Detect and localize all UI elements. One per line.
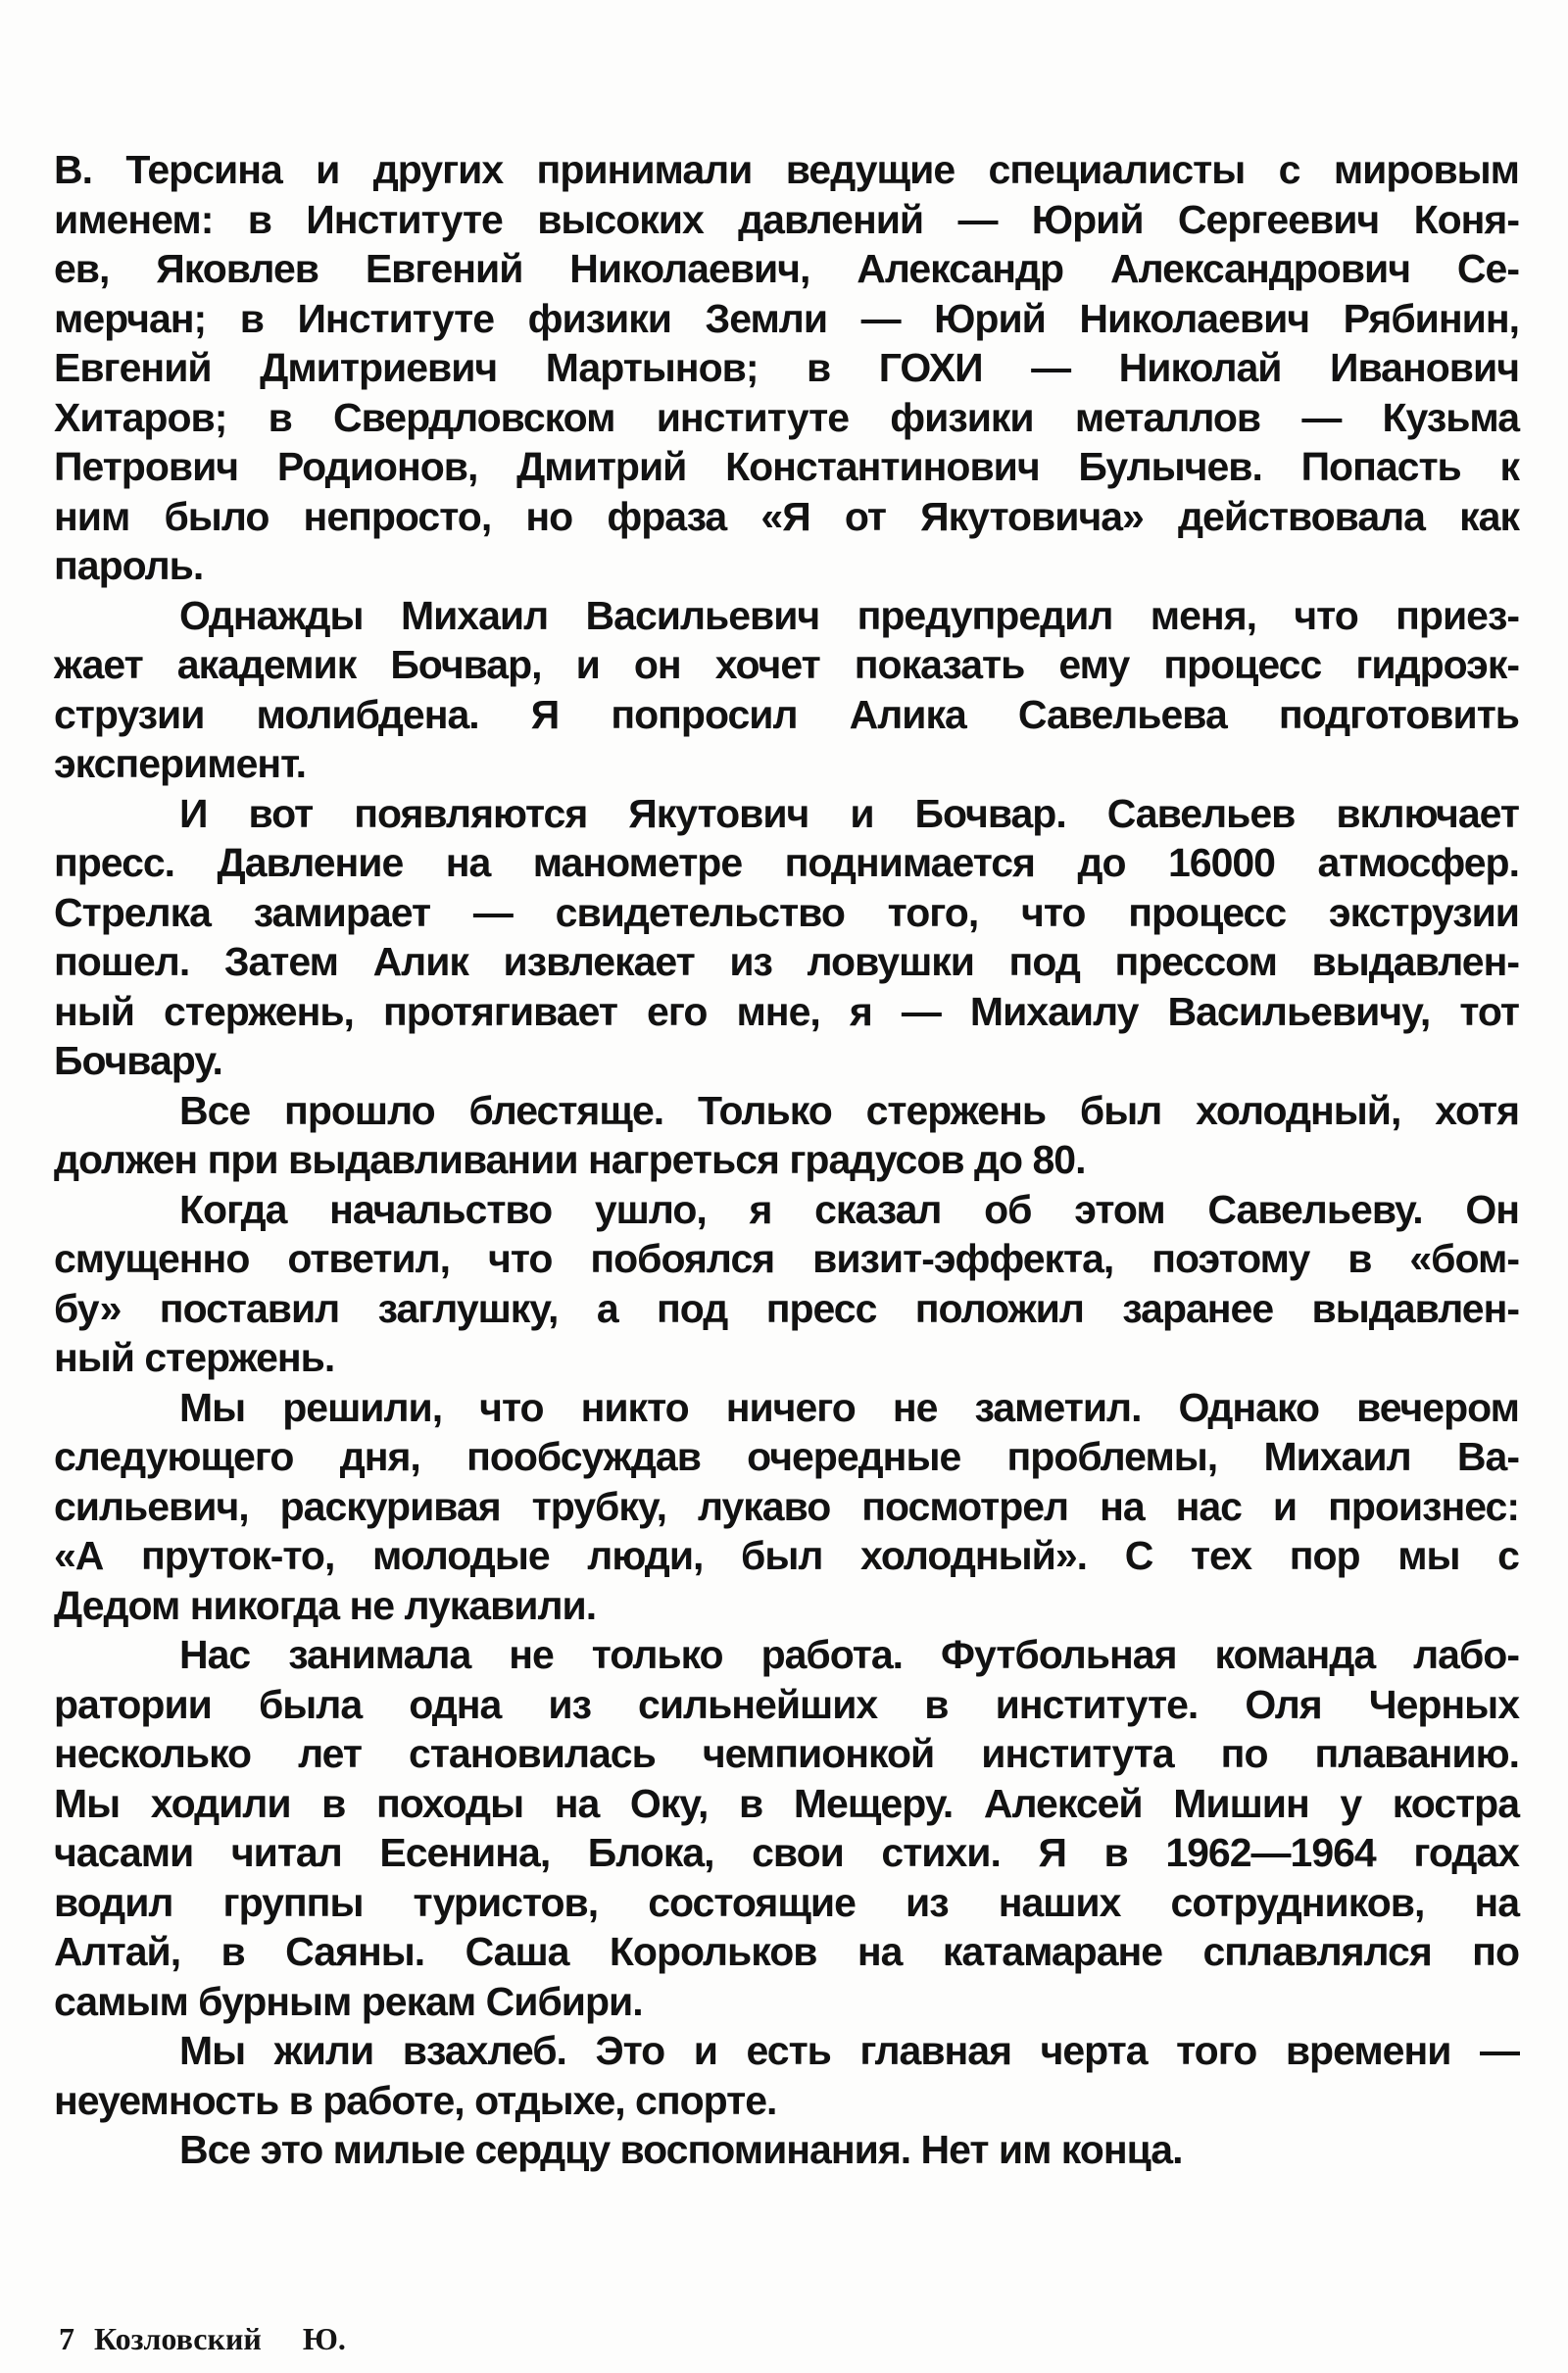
- text-line: эксперимент.: [54, 741, 307, 786]
- signature-author-initial: Ю.: [302, 2321, 346, 2356]
- text-line: сильевич, раскуривая трубку, лукаво посмотрел на нас и произнес:: [54, 1483, 1519, 1529]
- text-line: В. Терсина и других принимали ведущие специалисты с мировым: [54, 147, 1519, 192]
- signature-author-name: Козловский: [94, 2321, 262, 2356]
- paragraph: [54, 1383, 1519, 1631]
- text-line: ный стержень.: [54, 1335, 335, 1380]
- paragraph: [54, 1086, 1519, 1185]
- text-line: Алтай, в Саяны. Саша Корольков на катамаране сплавлялся по: [54, 1929, 1519, 1974]
- text-line: Мы ходили в походы на Оку, в Мещеру. Алексей Мишин у костра: [54, 1780, 1519, 1826]
- text-line: Все это милые сердцу воспоминания. Нет им конца.: [179, 2127, 1183, 2172]
- text-line: смущенно ответил, что побоялся визит-эффекта, поэтому в «бом-: [54, 1236, 1519, 1281]
- text-line: пресс. Давление на манометре поднимается до 16000 атмосфер.: [54, 840, 1519, 885]
- paragraph: [54, 1630, 1519, 2026]
- page-text: [54, 145, 1519, 2175]
- paragraph: [54, 2026, 1519, 2125]
- text-line: должен при выдавливании нагреться градусов до 80.: [54, 1137, 1086, 1182]
- text-line: ратории была одна из сильнейших в институте. Оля Черных: [54, 1681, 1519, 1727]
- text-line: пошел. Затем Алик извлекает из ловушки под прессом выдавлен-: [54, 939, 1519, 984]
- text-line: Однажды Михаил Васильевич предупредил меня, что приез-: [179, 592, 1519, 638]
- text-line: бу» поставил заглушку, а под пресс положил заранее выдавлен-: [54, 1285, 1519, 1331]
- text-line: Когда начальство ушло, я сказал об этом Савельеву. Он: [179, 1186, 1519, 1232]
- text-line: И вот появляются Якутович и Бочвар. Савельев включает: [179, 790, 1519, 836]
- text-line: именем: в Институте высоких давлений — Юрий Сергеевич Коня-: [54, 196, 1519, 242]
- paragraph: [54, 2125, 1519, 2175]
- paragraph: [54, 591, 1519, 789]
- text-line: самым бурным рекам Сибири.: [54, 1978, 643, 2024]
- paragraph: [54, 145, 1519, 591]
- text-line: ев, Яковлев Евгений Николаевич, Александр Александрович Се-: [54, 246, 1519, 291]
- text-line: несколько лет становилась чемпионкой института по плаванию.: [54, 1731, 1519, 1776]
- text-line: Мы жили взахлеб. Это и есть главная черта того времени —: [179, 2028, 1519, 2073]
- text-line: часами читал Есенина, Блока, свои стихи. Я в 1962—1964 годах: [54, 1830, 1519, 1875]
- text-line: Стрелка замирает — свидетельство того, что процесс экструзии: [54, 889, 1519, 935]
- text-line: следующего дня, пообсуждав очередные проблемы, Михаил Ва-: [54, 1434, 1519, 1479]
- text-line: пароль.: [54, 543, 204, 588]
- text-line: Хитаров; в Свердловском институте физики металлов — Кузьма: [54, 394, 1519, 440]
- text-line: ный стержень, протягивает его мне, я — Михаилу Васильевичу, тот: [54, 988, 1519, 1034]
- text-line: жает академик Бочвар, и он хочет показать ему процесс гидроэк-: [54, 642, 1519, 687]
- text-line: Мы решили, что никто ничего не заметил. Однако вечером: [179, 1384, 1519, 1430]
- signature-number: 7: [59, 2321, 74, 2356]
- text-line: неуемность в работе, отдыхе, спорте.: [54, 2077, 777, 2123]
- text-line: ним было непросто, но фраза «Я от Якутовича» действовала как: [54, 493, 1519, 539]
- text-line: струзии молибдена. Я попросил Алика Савельева подготовить: [54, 691, 1519, 737]
- text-line: «А пруток-то, молодые люди, был холодный». С тех пор мы с: [54, 1533, 1519, 1578]
- paragraph: [54, 1185, 1519, 1383]
- printers-signature: [59, 2319, 346, 2358]
- text-line: Евгений Дмитриевич Мартынов; в ГОХИ — Николай Иванович: [54, 345, 1519, 390]
- paragraph: [54, 789, 1519, 1086]
- text-line: Все прошло блестяще. Только стержень был холодный, хотя: [179, 1087, 1519, 1133]
- text-line: мерчан; в Институте физики Земли — Юрий Николаевич Рябинин,: [54, 295, 1519, 341]
- text-line: Бочвару.: [54, 1038, 222, 1083]
- text-line: водил группы туристов, состоящие из наших сотрудников, на: [54, 1879, 1519, 1925]
- text-line: Петрович Родионов, Дмитрий Константинович Булычев. Попасть к: [54, 444, 1519, 489]
- text-line: Дедом никогда не лукавили.: [54, 1582, 597, 1628]
- text-line: Нас занимала не только работа. Футбольная команда лабо-: [179, 1632, 1519, 1677]
